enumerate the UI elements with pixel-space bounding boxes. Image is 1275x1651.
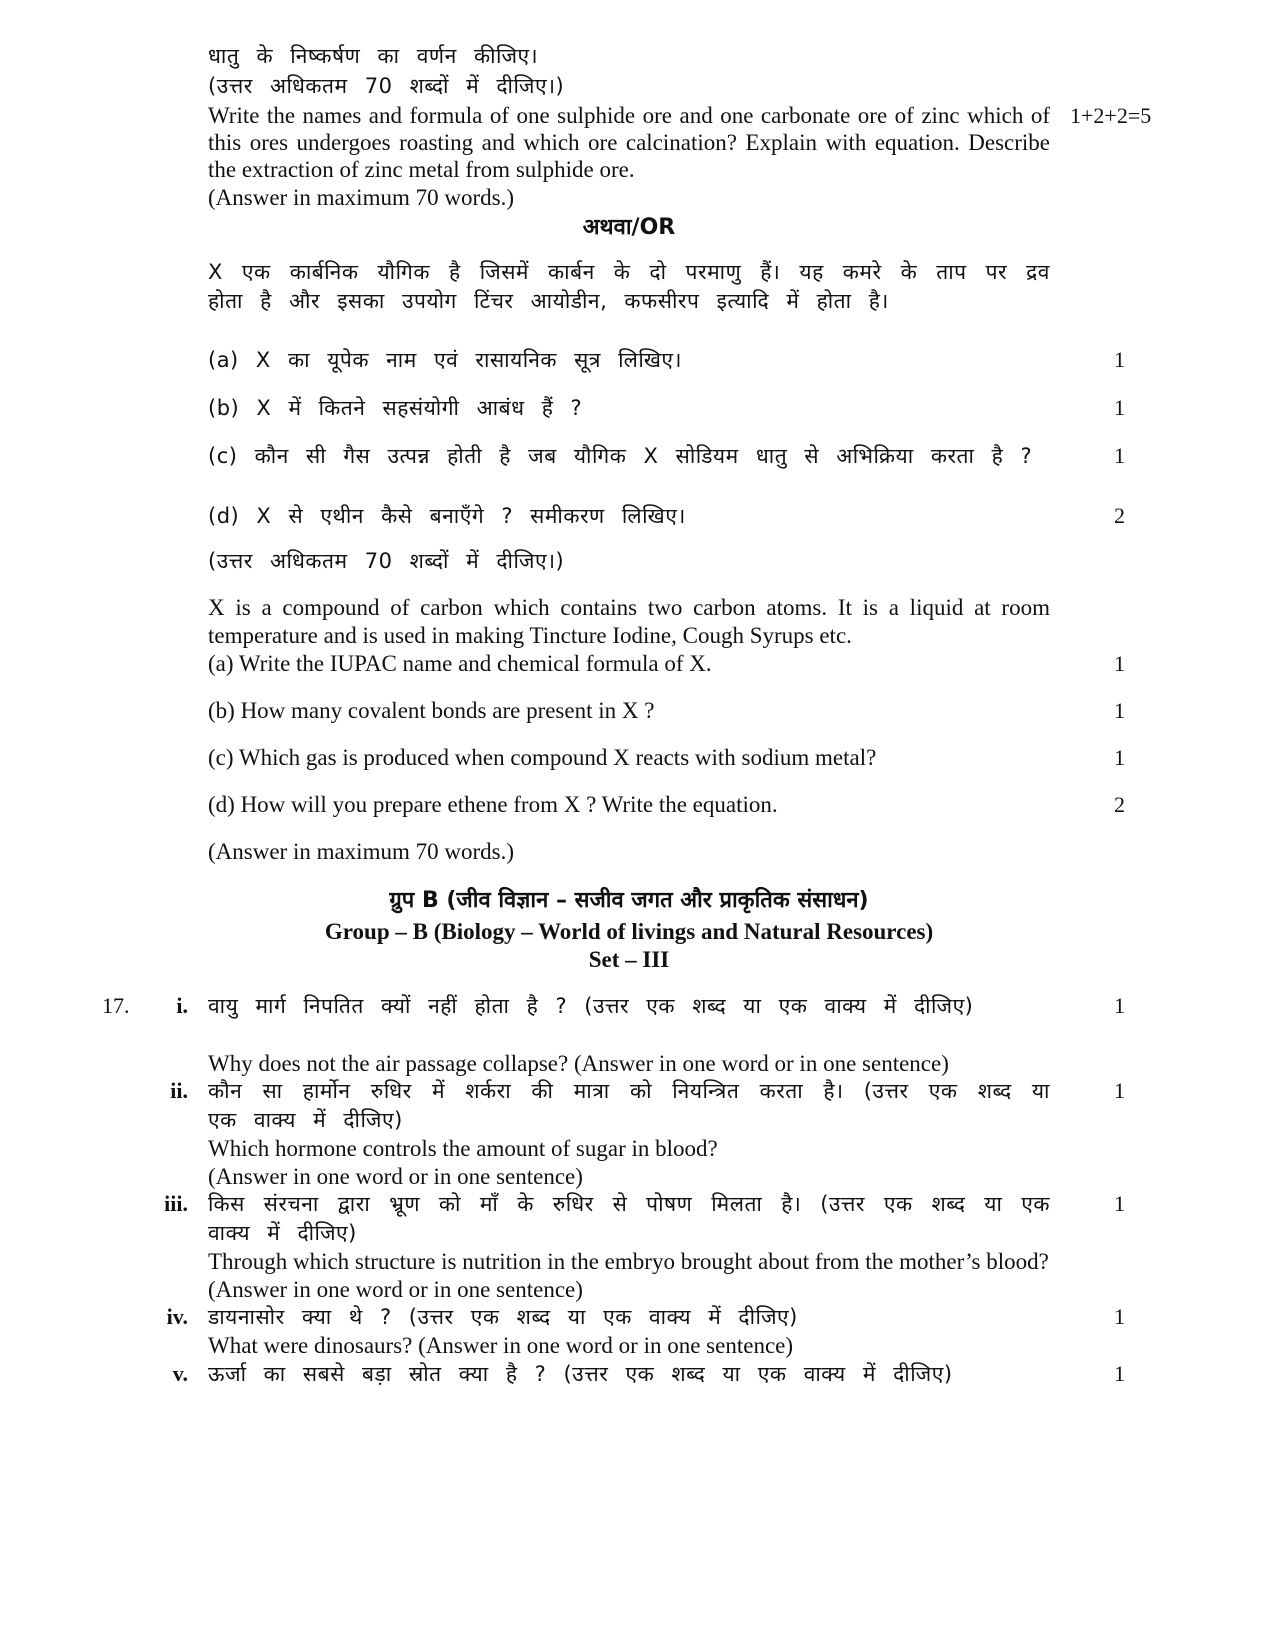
mark-hindi-c: 1	[1114, 443, 1125, 468]
question-number: 17.	[102, 993, 130, 1018]
subquestion-mark: 1	[1114, 993, 1125, 1018]
subquestion-english: Which hormone controls the amount of sugar in blood? (Answer in one word or in one sentence)	[208, 1136, 718, 1189]
group-b-english-title: Group – B (Biology – World of livings and Natural Resources)	[324, 919, 934, 944]
subquestion-number: ii.	[170, 1078, 188, 1103]
compound-x-english-limit: (Answer in maximum 70 words.)	[208, 839, 514, 864]
compound-x-english-part-b: (b) How many covalent bonds are present in X ?	[208, 698, 655, 723]
compound-x-hindi-part-c: (c) कौन सी गैस उत्पन्न होती है जब यौगिक X सोडियम धातु से अभिक्रिया करता है ?	[208, 444, 1033, 468]
compound-x-english-part-c: (c) Which gas is produced when compound X reacts with sodium metal?	[208, 745, 877, 770]
zinc-question-hindi-limit: (उत्तर अधिकतम 70 शब्दों में दीजिए।)	[208, 74, 565, 98]
subquestion-hindi: किस संरचना द्वारा भ्रूण को माँ के रुधिर से पोषण मिलता है। (उत्तर एक शब्द या एक वाक्य में दीजिए)	[208, 1192, 1050, 1245]
subquestion-number: v.	[172, 1361, 188, 1386]
subquestion-english: What were dinosaurs? (Answer in one word or in one sentence)	[208, 1333, 794, 1358]
zinc-question-marks: 1+2+2=5	[1070, 103, 1152, 128]
subquestion-hindi: कौन सा हार्मोन रुधिर में शर्करा की मात्रा को नियन्त्रित करता है। (उत्तर एक शब्द या एक वाक्य में दीजिए)	[208, 1079, 1050, 1132]
subquestion-hindi: वायु मार्ग निपतित क्यों नहीं होता है ? (उत्तर एक शब्द या एक वाक्य में दीजिए)	[208, 994, 974, 1018]
mark-english-b: 1	[1114, 698, 1125, 723]
zinc-question-english: Write the names and formula of one sulphide ore and one carbonate ore of zinc which of this ores undergoes roasting and which ore calcination? Explain with equation. Describe the extraction of zinc metal from sulphide ore.	[208, 103, 1050, 182]
subquestion-hindi: ऊर्जा का सबसे बड़ा स्रोत क्या है ? (उत्तर एक शब्द या एक वाक्य में दीजिए)	[208, 1362, 953, 1386]
compound-x-english-part-a: (a) Write the IUPAC name and chemical formula of X.	[208, 651, 712, 676]
compound-x-hindi-limit: (उत्तर अधिकतम 70 शब्दों में दीजिए।)	[208, 549, 565, 573]
mark-hindi-a: 1	[1114, 347, 1125, 372]
mark-english-c: 1	[1114, 745, 1125, 770]
mark-english-d: 2	[1114, 792, 1125, 817]
compound-x-hindi-part-b: (b) X में कितने सहसंयोगी आबंध हैं ?	[208, 396, 583, 420]
subquestion-english: Through which structure is nutrition in the embryo brought about from the mother’s blood? (Answer in one word or in one sentence)	[208, 1249, 1049, 1302]
subquestion-mark: 1	[1114, 1304, 1125, 1329]
compound-x-hindi-part-a: (a) X का यूपेक नाम एवं रासायनिक सूत्र लिखिए।	[208, 348, 683, 372]
zinc-question-hindi-line1: धातु के निष्कर्षण का वर्णन कीजिए।	[208, 44, 539, 68]
group-b-hindi-title: ग्रुप B (जीव विज्ञान – सजीव जगत और प्राकृतिक संसाधन)	[389, 888, 869, 913]
subquestion-number: iii.	[164, 1191, 188, 1216]
subquestion-hindi: डायनासोर क्या थे ? (उत्तर एक शब्द या एक वाक्य में दीजिए)	[208, 1305, 798, 1329]
subquestion-mark: 1	[1114, 1191, 1125, 1216]
mark-hindi-b: 1	[1114, 395, 1125, 420]
zinc-question-english-limit: (Answer in maximum 70 words.)	[208, 185, 514, 210]
mark-hindi-d: 2	[1114, 503, 1125, 528]
compound-x-hindi-part-d: (d) X से एथीन कैसे बनाएँगे ? समीकरण लिखिए।	[208, 504, 686, 528]
subquestion-english: Why does not the air passage collapse? (Answer in one word or in one sentence)	[208, 1051, 949, 1076]
set-label: Set – III	[588, 947, 670, 972]
subquestion-number: i.	[176, 993, 188, 1018]
subquestion-number: iv.	[166, 1304, 188, 1329]
compound-x-english-part-d: (d) How will you prepare ethene from X ? Write the equation.	[208, 792, 778, 817]
mark-english-a: 1	[1114, 651, 1125, 676]
compound-x-english-intro: X is a compound of carbon which contains two carbon atoms. It is a liquid at room temperature and is used in making Tincture Iodine, Cough Syrups etc.	[208, 595, 1050, 648]
subquestion-mark: 1	[1114, 1078, 1125, 1103]
compound-x-hindi-intro: X एक कार्बनिक यौगिक है जिसमें कार्बन के दो परमाणु हैं। यह कमरे के ताप पर द्रव होता है और इसका उपयोग टिंचर आयोडीन, कफसीरप इत्यादि में होता है।	[208, 260, 1050, 313]
subquestion-mark: 1	[1114, 1361, 1125, 1386]
or-separator: अथवा/OR	[582, 215, 676, 240]
